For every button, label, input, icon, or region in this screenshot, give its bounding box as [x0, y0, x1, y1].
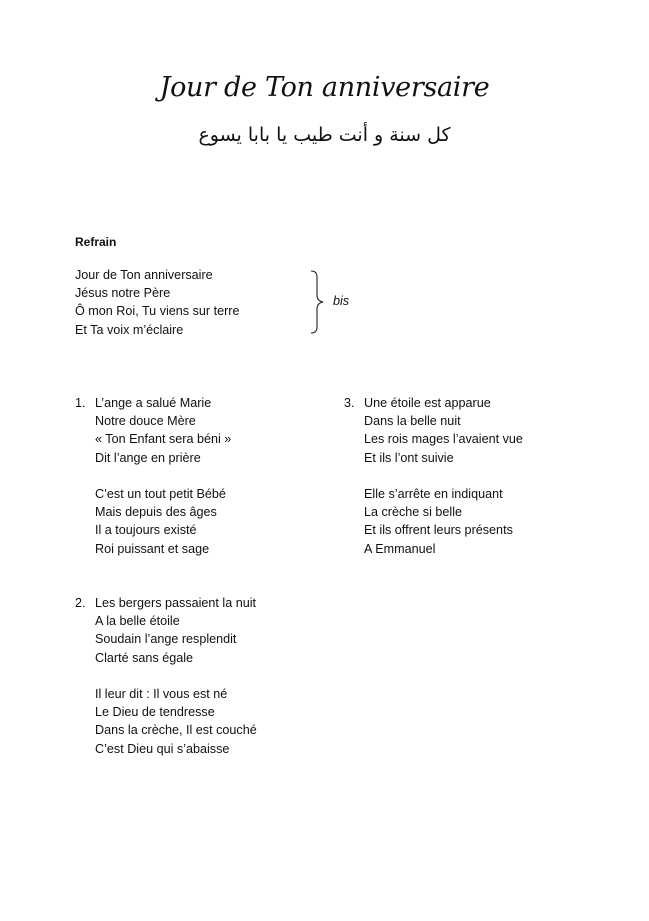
verse-number: 1. [75, 396, 86, 410]
verse-line: Une étoile est apparue [364, 396, 491, 410]
verse-line: Et ils l’ont suivie [364, 450, 454, 465]
arabic-subtitle: كل سنة و أنت طيب يا بابا يسوع [198, 124, 451, 146]
refrain-line: Jésus notre Père [75, 286, 171, 301]
refrain-line: Ô mon Roi, Tu viens sur terre [75, 304, 240, 319]
verse-line: Dit l’ange en prière [95, 450, 201, 465]
verse-line: Dans la crèche, Il est couché [95, 723, 257, 738]
verse-line: Les bergers passaient la nuit [95, 596, 257, 610]
verse-line: Dans la belle nuit [364, 414, 461, 429]
verse-line: L’ange a salué Marie [95, 396, 212, 410]
verse-line: Soudain l’ange resplendit [95, 632, 237, 647]
refrain-line: Et Ta voix m’éclaire [75, 322, 184, 337]
verse-line: Les rois mages l’avaient vue [364, 432, 523, 447]
verse-line: A la belle étoile [95, 614, 180, 629]
verse-line: Le Dieu de tendresse [95, 705, 215, 720]
verse-number: 2. [75, 596, 86, 610]
verse-number: 3. [344, 396, 355, 410]
repeat-mark: bis [333, 294, 350, 308]
verse-line: A Emmanuel [364, 541, 436, 556]
verse-line: Notre douce Mère [95, 414, 196, 429]
refrain-label: Refrain [75, 235, 117, 249]
verse-line: Il leur dit : Il vous est né [95, 687, 228, 701]
refrain-line: Jour de Ton anniversaire [75, 268, 213, 282]
right-brace-icon [308, 270, 328, 334]
verse-line: Il a toujours existé [95, 523, 197, 538]
verse-line: Roi puissant et sage [95, 541, 210, 556]
verse-1 [75, 394, 231, 558]
verse-line: Clarté sans égale [95, 650, 194, 665]
refrain-block [75, 266, 239, 339]
verse-3 [344, 394, 523, 558]
verse-line: La crèche si belle [364, 505, 463, 520]
verse-line: C’est Dieu qui s’abaisse [95, 741, 230, 756]
song-title: Jour de Ton anniversaire [159, 72, 490, 103]
verse-line: Mais depuis des âges [95, 505, 217, 520]
verse-line: Et ils offrent leurs présents [364, 523, 513, 538]
verse-line: C’est un tout petit Bébé [95, 487, 226, 501]
verse-2 [75, 594, 257, 758]
verse-line: Elle s’arrête en indiquant [364, 487, 503, 501]
verse-line: « Ton Enfant sera béni » [95, 432, 232, 447]
